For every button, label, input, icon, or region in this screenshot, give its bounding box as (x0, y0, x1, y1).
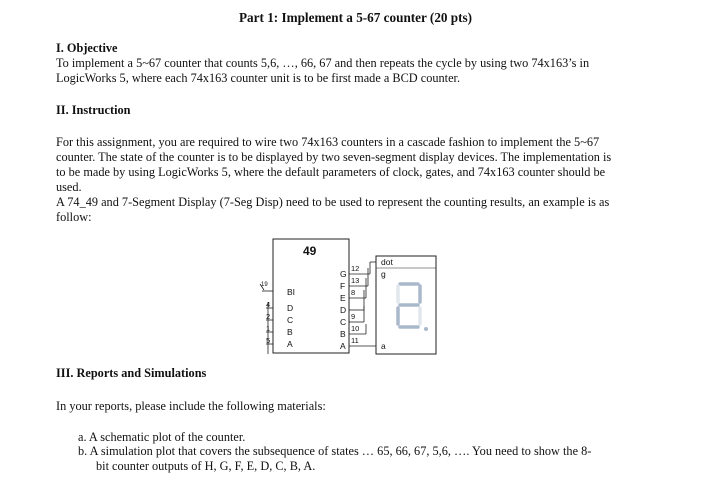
output-wires (349, 262, 376, 346)
pin-a-in: A (287, 339, 293, 349)
instruction-heading: II. Instruction (56, 103, 131, 117)
pin-d-in: D (287, 303, 294, 313)
pin-b-in: B (287, 327, 293, 337)
input-wire-number: 4 (266, 300, 271, 309)
pin-bi: BI (287, 287, 296, 297)
display-g-label: g (381, 269, 386, 279)
pin-b-out: B (340, 329, 346, 339)
input-wire-number: 2 (266, 312, 271, 321)
diagram-svg (240, 232, 440, 362)
output-wire-number: 11 (351, 336, 359, 345)
pin-f-out: F (340, 281, 346, 291)
display-a-label: a (381, 341, 386, 351)
reports-item-continuation: bit counter outputs of H, G, F, E, D, C, B, A. (96, 459, 316, 473)
instruction-text (56, 135, 611, 225)
reports-item: b. A simulation plot that covers the subsequence of states … 65, 66, 67, 5,6, …. You need to show the 8- (78, 444, 592, 458)
objective-line: LogicWorks 5, where each 74x163 counter unit is to be first made a BCD counter. (56, 71, 461, 85)
output-wire-number: 12 (351, 264, 360, 273)
instruction-line: counter. The state of the counter is to be displayed by two seven-segment display devices. The implementation is (56, 150, 612, 164)
output-wire-number: 8 (351, 288, 356, 297)
pin-c-in: C (287, 315, 294, 325)
pin-a-out: A (340, 341, 346, 351)
instruction-line: follow: (56, 210, 92, 224)
pin-g-out: G (340, 269, 347, 279)
display-dot (424, 327, 428, 331)
input-wire-number: 5 (266, 336, 271, 345)
instruction-line: A 74_49 and 7-Segment Display (7-Seg Disp) need to be used to represent the counting results, an example is as (56, 195, 610, 209)
chip-label: 49 (303, 244, 317, 258)
pin-e-out: E (340, 293, 346, 303)
reports-item: a. A schematic plot of the counter. (78, 430, 246, 444)
instruction-line: used. (56, 180, 82, 194)
output-wire-number: 13 (351, 276, 360, 285)
instruction-line: For this assignment, you are required to wire two 74x163 counters in a cascade fashion to implement the 5~67 (56, 135, 600, 149)
reports-heading: III. Reports and Simulations (56, 366, 207, 380)
display-dot-label: dot (381, 257, 393, 267)
corner-mark: 19 (261, 282, 268, 288)
page-title: Part 1: Implement a 5-67 counter (20 pts) (239, 10, 473, 25)
pin-c-out: C (340, 317, 347, 327)
reports-intro: In your reports, please include the following materials: (56, 399, 326, 413)
instruction-line: to be made by using LogicWorks 5, where the default parameters of clock, gates, and 74x163 counter should be (56, 165, 606, 179)
input-wire-number: 1 (266, 324, 271, 333)
output-wire-number: 10 (351, 324, 360, 333)
output-wire-number: 9 (351, 312, 356, 321)
objective-heading: I. Objective (56, 41, 118, 55)
bcd-decoder-diagram (240, 232, 440, 362)
objective-text (56, 56, 589, 86)
objective-line: To implement a 5~67 counter that counts 5,6, …, 66, 67 and then repeats the cycle by using two 74x163’s in (56, 56, 590, 70)
pin-d-out: D (340, 305, 347, 315)
